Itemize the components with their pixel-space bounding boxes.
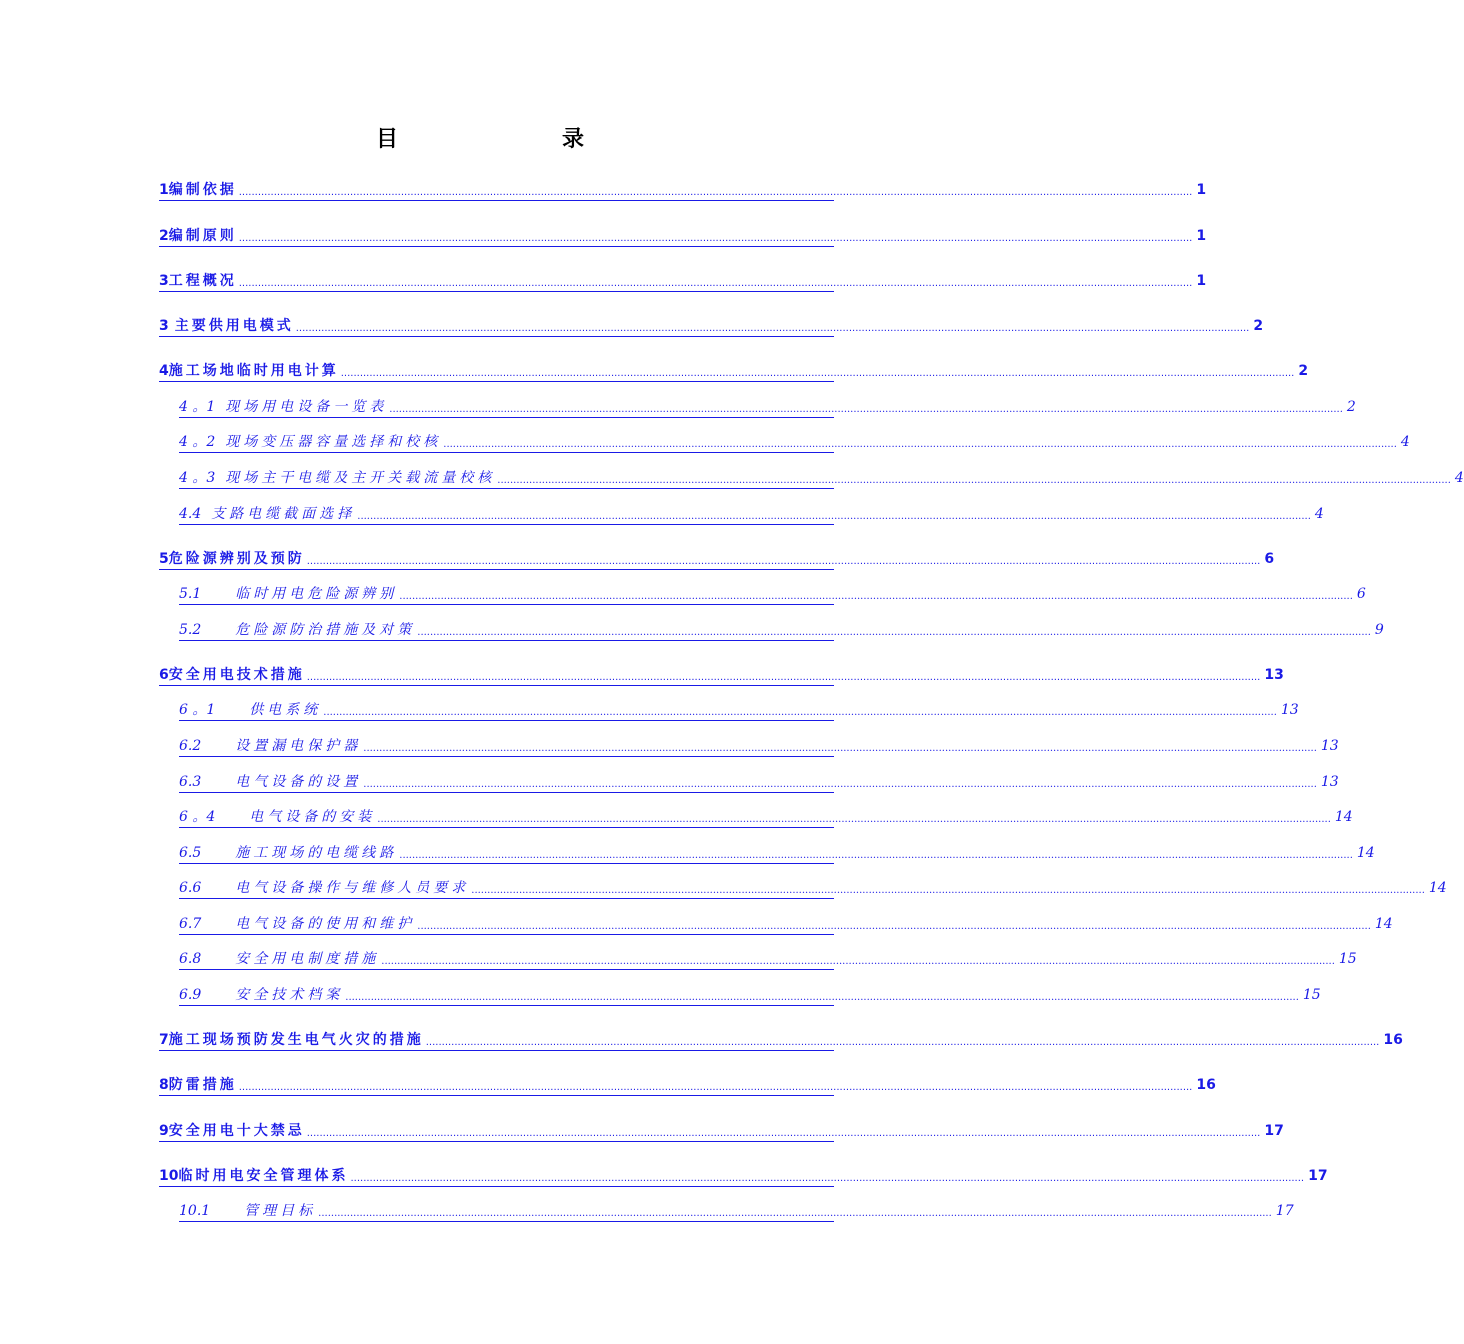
toc-entry[interactable] (179, 1200, 1294, 1222)
toc-entry-number: 6.2 (179, 738, 202, 754)
toc-leader-dots: ............................................................................................................................................................................................................................................................................................................ (417, 921, 1371, 932)
toc-entry-title: 工程概况 (168, 273, 237, 289)
toc-entry-number: 4 。2 (179, 434, 216, 450)
toc-entry-number: 6 。1 (179, 702, 216, 718)
toc-leader-dots: ............................................................................................................................................................................................................................................................................................................ (399, 591, 1353, 602)
toc-title: 目 录 (375, 127, 624, 152)
toc-entry[interactable] (179, 503, 1324, 525)
toc-entry-title: 临时用电安全管理体系 (178, 1168, 349, 1184)
toc-entry[interactable] (179, 583, 1366, 605)
toc-entry-number: 6.9 (179, 987, 202, 1003)
toc-entry[interactable] (159, 1074, 1216, 1096)
toc-entry[interactable] (179, 877, 1447, 899)
toc-leader-dots: ............................................................................................................................................................................................................................................................................................................ (318, 1208, 1272, 1219)
toc-entry-number: 5.1 (179, 586, 202, 602)
toc-entry-title: 安全用电十大禁忌 (168, 1123, 305, 1139)
toc-page-number: 14 (1334, 809, 1353, 825)
toc-page-number: 9 (1374, 622, 1384, 638)
toc-page-number: 16 (1383, 1032, 1403, 1048)
toc-entry-number: 3 (159, 273, 169, 289)
toc-entry-title: 供电系统 (249, 702, 322, 718)
toc-leader-dots: ............................................................................................................................................................................................................................................................................................................ (471, 885, 1425, 896)
toc-leader-dots: ............................................................................................................................................................................................................................................................................................................ (399, 850, 1353, 861)
toc-entry-title: 设置漏电保护器 (235, 738, 362, 754)
toc-page-number: 14 (1374, 916, 1393, 932)
toc-entry-number: 2 (159, 228, 169, 244)
toc-page-number: 13 (1320, 738, 1339, 754)
toc-leader-dots: ............................................................................................................................................................................................................................................................................................................ (306, 556, 1261, 567)
toc-page-number: 1 (1196, 273, 1207, 289)
toc-entry[interactable] (179, 842, 1375, 864)
toc-entry-number: 6.8 (179, 951, 202, 967)
toc-entry-title: 编制依据 (168, 182, 237, 198)
toc-page-number: 14 (1428, 880, 1447, 896)
toc-entry[interactable] (179, 735, 1339, 757)
toc-page-number: 4 (1400, 434, 1410, 450)
toc-entry-title: 支路电缆截面选择 (211, 506, 356, 522)
toc-entry[interactable] (159, 1165, 1328, 1187)
toc-entry-title: 现场变压器容量选择和校核 (225, 434, 442, 450)
toc-entry-number: 5.2 (179, 622, 202, 638)
toc-page-number: 13 (1264, 667, 1284, 683)
toc-leader-dots: ............................................................................................................................................................................................................................................................................................................ (377, 814, 1331, 825)
toc-entry[interactable] (159, 1120, 1284, 1142)
toc-page-number: 16 (1196, 1077, 1216, 1093)
toc-leader-dots: ............................................................................................................................................................................................................................................................................................................ (357, 511, 1311, 522)
toc-page-number: 14 (1356, 845, 1375, 861)
toc-entry-number: 5 (159, 551, 169, 567)
toc-entry-number: 9 (159, 1123, 169, 1139)
toc-page-number: 1 (1196, 228, 1207, 244)
toc-entry-number: 6.7 (179, 916, 202, 932)
toc-entry[interactable] (179, 913, 1393, 935)
toc-entry[interactable] (179, 431, 1410, 453)
toc-entry-number: 8 (159, 1077, 169, 1093)
toc-leader-dots: ............................................................................................................................................................................................................................................................................................................ (381, 956, 1335, 967)
toc-entry-title: 防雷措施 (168, 1077, 237, 1093)
toc-leader-dots: ............................................................................................................................................................................................................................................................................................................ (295, 323, 1250, 334)
toc-entry[interactable] (159, 360, 1309, 382)
toc-entry-title: 危险源防治措施及对策 (235, 622, 416, 638)
toc-entry-number: 6.5 (179, 845, 202, 861)
toc-entry[interactable] (159, 179, 1207, 201)
toc-page-number: 13 (1320, 774, 1339, 790)
toc-entry[interactable] (179, 948, 1357, 970)
toc-leader-dots: ............................................................................................................................................................................................................................................................................................................ (238, 1082, 1193, 1093)
toc-page-number: 17 (1308, 1168, 1328, 1184)
toc-entry[interactable] (159, 548, 1275, 570)
toc-entry-title: 编制原则 (168, 228, 237, 244)
toc-leader-dots: ............................................................................................................................................................................................................................................................................................................ (389, 404, 1343, 415)
toc-page-number: 15 (1302, 987, 1321, 1003)
toc-entry-number: 4 。1 (179, 399, 216, 415)
toc-entry[interactable] (159, 225, 1207, 247)
toc-entry-title: 电气设备的安装 (249, 809, 376, 825)
toc-entry[interactable] (179, 984, 1321, 1006)
toc-entry-number: 4 (159, 363, 169, 379)
toc-entry-number: 6 (159, 667, 169, 683)
toc-leader-dots: ............................................................................................................................................................................................................................................................................................................ (306, 1128, 1261, 1139)
toc-entry-title: 临时用电危险源辨别 (235, 586, 398, 602)
toc-page-number: 17 (1264, 1123, 1284, 1139)
toc-entry[interactable] (159, 270, 1207, 292)
toc-leader-dots: ............................................................................................................................................................................................................................................................................................................ (417, 627, 1371, 638)
toc-entry[interactable] (179, 619, 1384, 641)
toc-leader-dots: ............................................................................................................................................................................................................................................................................................................ (238, 233, 1193, 244)
toc-leader-dots: ............................................................................................................................................................................................................................................................................................................ (323, 707, 1277, 718)
toc-entry-title: 管理目标 (244, 1203, 317, 1219)
toc-entry[interactable] (159, 315, 1264, 337)
toc-page-number: 2 (1346, 399, 1356, 415)
toc-entry-number: 6.6 (179, 880, 202, 896)
toc-entry-number: 3 (159, 318, 169, 334)
toc-leader-dots: ............................................................................................................................................................................................................................................................................................................ (497, 475, 1451, 486)
toc-page-number: 1 (1196, 182, 1207, 198)
toc-leader-dots: ............................................................................................................................................................................................................................................................................................................ (443, 439, 1397, 450)
toc-leader-dots: ............................................................................................................................................................................................................................................................................................................ (238, 278, 1193, 289)
toc-entry-title: 安全技术档案 (235, 987, 344, 1003)
toc-page-number: 15 (1338, 951, 1357, 967)
toc-entry-number: 7 (159, 1032, 169, 1048)
toc-entry-number: 10.1 (179, 1203, 211, 1219)
toc-entry-number: 10 (159, 1168, 179, 1184)
toc-entry[interactable] (179, 396, 1356, 418)
toc-entry-title: 危险源辨别及预防 (168, 551, 305, 567)
toc-leader-dots: ............................................................................................................................................................................................................................................................................................................ (425, 1037, 1380, 1048)
toc-entry[interactable] (179, 467, 1464, 489)
toc-entry-title: 现场主干电缆及主开关载流量校核 (225, 470, 496, 486)
toc-entry-number: 6 。4 (179, 809, 216, 825)
toc-entry-title: 电气设备的设置 (235, 774, 362, 790)
toc-entry-number: 4.4 (179, 506, 202, 522)
toc-entry-title: 主要供用电模式 (174, 318, 294, 334)
toc-page-number: 13 (1280, 702, 1299, 718)
toc-page-number: 2 (1253, 318, 1264, 334)
toc-entry[interactable] (159, 1029, 1403, 1051)
toc-entry-number: 1 (159, 182, 169, 198)
toc-page-number: 6 (1356, 586, 1366, 602)
toc-entry-title: 施工现场预防发生电气火灾的措施 (168, 1032, 424, 1048)
toc-entry-title: 电气设备的使用和维护 (235, 916, 416, 932)
toc-entry-number: 6.3 (179, 774, 202, 790)
toc-entry-title: 现场用电设备一览表 (225, 399, 388, 415)
toc-entry-title: 电气设备操作与维修人员要求 (235, 880, 470, 896)
toc-page-number: 17 (1275, 1203, 1294, 1219)
toc-entry-title: 施工现场的电缆线路 (235, 845, 398, 861)
toc-entry[interactable] (159, 664, 1284, 686)
toc-page-number: 4 (1454, 470, 1464, 486)
toc-leader-dots: ............................................................................................................................................................................................................................................................................................................ (238, 187, 1193, 198)
toc-entry[interactable] (179, 771, 1339, 793)
toc-page-number: 4 (1314, 506, 1324, 522)
toc-entry-title: 施工场地临时用电计算 (168, 363, 339, 379)
toc-page-number: 6 (1264, 551, 1275, 567)
toc-entry-title: 安全用电制度措施 (235, 951, 380, 967)
toc-leader-dots: ............................................................................................................................................................................................................................................................................................................ (363, 779, 1317, 790)
toc-leader-dots: ............................................................................................................................................................................................................................................................................................................ (345, 992, 1299, 1003)
toc-entry[interactable] (179, 699, 1299, 721)
toc-page-number: 2 (1298, 363, 1309, 379)
toc-leader-dots: ............................................................................................................................................................................................................................................................................................................ (306, 672, 1261, 683)
toc-leader-dots: ............................................................................................................................................................................................................................................................................................................ (363, 743, 1317, 754)
toc-entry-title: 安全用电技术措施 (168, 667, 305, 683)
toc-entry-number: 4 。3 (179, 470, 216, 486)
toc-leader-dots: ............................................................................................................................................................................................................................................................................................................ (350, 1173, 1305, 1184)
toc-entry[interactable] (179, 806, 1353, 828)
toc-leader-dots: ............................................................................................................................................................................................................................................................................................................ (340, 368, 1295, 379)
